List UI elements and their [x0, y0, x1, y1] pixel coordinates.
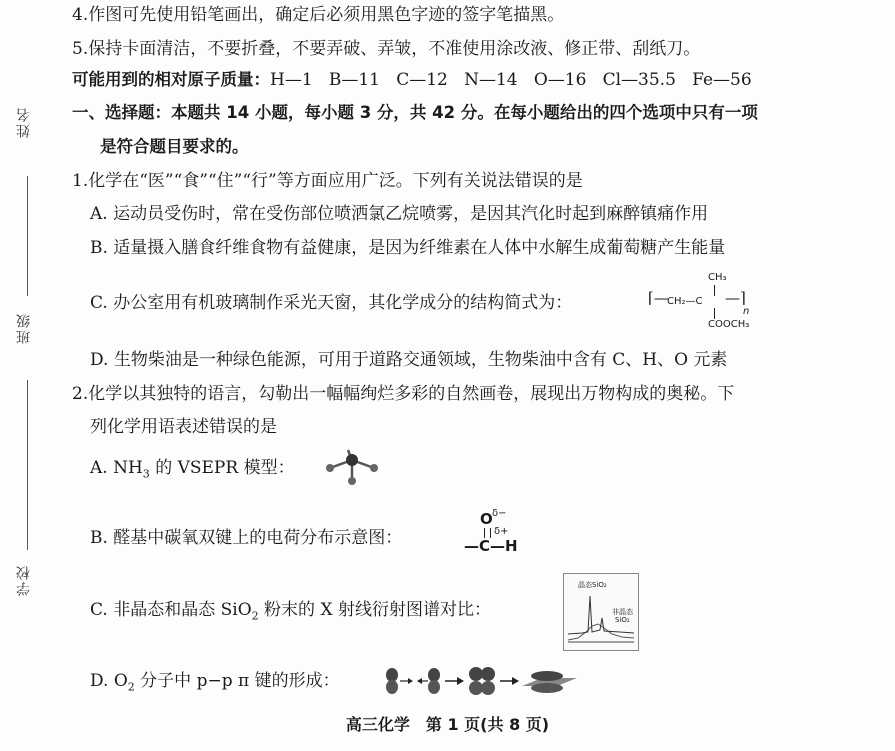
class-line	[27, 380, 28, 550]
xrd-diagram	[563, 573, 639, 651]
aldehyde-charge-formula	[462, 508, 542, 554]
name-label: 姓名	[16, 106, 32, 138]
q2-c-post: 粉末的 X 射线衍射图谱对比：	[258, 600, 491, 620]
bracket-right: —⌉	[725, 289, 746, 307]
bracket-left: ⌈—	[648, 289, 669, 307]
q2-a-post: 的 VSEPR 模型：	[149, 458, 295, 478]
name-line	[27, 176, 28, 296]
q1-option-d: D. 生物柴油是一种绿色能源，可用于道路交通领域，生物柴油中含有 C、H、O 元素	[90, 350, 728, 370]
q1-option-a: A. 运动员受伤时，常在受伤部位喷洒氯乙烷喷雾，是因其汽化时起到麻醉镇痛作用	[90, 204, 709, 224]
q1-stem: 1.化学在“医”“食”“住”“行”等方面应用广泛。下列有关说法错误的是	[72, 171, 583, 191]
section-heading: 一、选择题：本题共 14 小题，每小题 3 分，共 42 分。在每小题给出的四个选项中只有一项	[72, 103, 758, 122]
mass-c: C—12	[396, 70, 448, 90]
atomic-mass-line	[72, 69, 752, 91]
mass-o: O—16	[533, 70, 587, 90]
atom-chain: —C—H	[464, 537, 518, 555]
q2-c-pre: C. 非晶态和晶态 SiO	[90, 600, 252, 620]
q2-option-b: B. 醛基中碳氧双键上的电荷分布示意图：	[90, 528, 403, 548]
xrd-curves	[564, 574, 638, 650]
formula-bond-top	[714, 285, 715, 296]
q2-c-sub: 2	[251, 609, 259, 623]
formula-main: CH₂—C	[667, 296, 703, 307]
q2-option-c	[90, 599, 491, 627]
charge-c: δ+	[494, 526, 509, 537]
instruction-4: 4.作图可先使用铅笔画出，确定后必须用黑色字迹的签字笔描黑。	[72, 5, 565, 25]
atom-o: O	[480, 510, 493, 528]
q2-d-post: 分子中 p−p π 键的形成：	[134, 671, 340, 691]
formula-ch3: CH₃	[708, 272, 727, 283]
mass-h: H—1	[270, 70, 313, 90]
mass-b: B—11	[328, 70, 380, 90]
formula-cooch3: COOCH₃	[708, 319, 750, 330]
q2-stem: 2.化学以其独特的语言，勾勒出一幅幅绚烂多彩的自然画卷，展现出万物构成的奥秘。下	[72, 384, 735, 404]
charge-o: δ−	[492, 508, 507, 519]
section-heading-cont: 是符合题目要求的。	[100, 137, 249, 156]
formula-bond-bottom	[714, 308, 715, 319]
page-footer: 高三化学 第 1 页(共 8 页)	[345, 715, 550, 734]
q2-a-sub: 3	[142, 467, 150, 481]
pmma-formula	[645, 270, 765, 332]
pi-bond-orbital-diagram	[382, 666, 587, 696]
instruction-5: 5.保持卡面清洁，不要折叠，不要弄破、弄皱，不准使用涂改液、修正带、刮纸刀。	[72, 39, 701, 59]
q2-option-d	[90, 670, 340, 698]
mass-fe: Fe—56	[692, 70, 752, 90]
xrd-amorph-label-2: SiO₂	[615, 616, 630, 624]
q2-stem-cont: 列化学用语表述错误的是	[90, 417, 277, 437]
q1-option-b: B. 适量摄入膳食纤维食物有益健康，是因为纤维素在人体中水解生成葡萄糖产生能量	[90, 238, 726, 258]
class-label: 班级	[16, 312, 32, 344]
school-label: 学校	[16, 564, 32, 596]
q2-d-pre: D. O	[90, 671, 128, 691]
formula-n: n	[743, 306, 750, 317]
q1-option-c: C. 办公室用有机玻璃制作采光天窗，其化学成分的结构简式为：	[90, 293, 573, 313]
q2-d-sub: 2	[127, 680, 135, 694]
mass-n: N—14	[464, 70, 518, 90]
xrd-crystal-label: 晶态SiO₂	[578, 581, 607, 589]
xrd-amorph-label: 非晶态	[612, 608, 633, 616]
q2-option-a	[90, 457, 295, 485]
mass-cl: Cl—35.5	[602, 70, 676, 90]
q2-a-pre: A. NH	[90, 458, 143, 478]
nh3-vsepr-model	[322, 448, 382, 488]
atomic-mass-label: 可能用到的相对原子质量：	[72, 70, 270, 89]
